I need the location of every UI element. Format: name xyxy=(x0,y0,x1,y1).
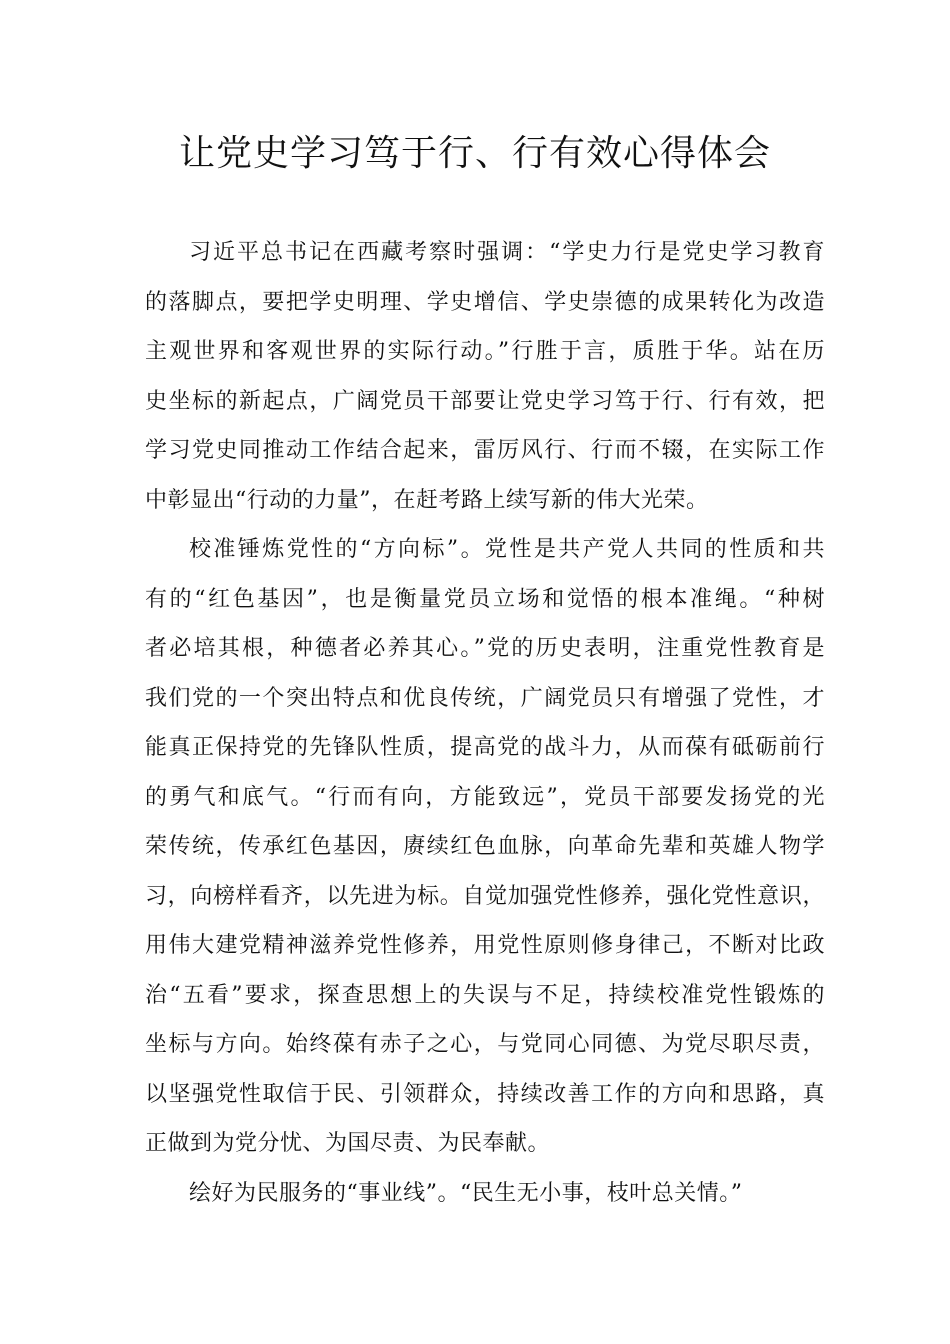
body-text-line: 史坐标的新起点，广阔党员干部要让党史学习笃于行、行有效，把 xyxy=(145,388,825,414)
body-text-line: 中彰显出“行动的力量”，在赶考路上续写新的伟大光荣。 xyxy=(145,487,709,513)
body-text-line: 的勇气和底气。“行而有向，方能致远”，党员干部要发扬党的光 xyxy=(145,784,825,810)
body-text-line: 绘好为民服务的“事业线”。“民生无小事，枝叶总关情。” xyxy=(189,1180,743,1206)
body-text-line: 我们党的一个突出特点和优良传统，广阔党员只有增强了党性，才 xyxy=(145,685,825,711)
document-title: 让党史学习笃于行、行有效心得体会 xyxy=(178,133,771,174)
body-text-line: 习近平总书记在西藏考察时强调：“学史力行是党史学习教育 xyxy=(189,240,825,265)
body-text-line: 坐标与方向。始终葆有赤子之心，与党同心同德、为党尽职尽责， xyxy=(145,1032,825,1057)
body-text-line: 正做到为党分忧、为国尽责、为民奉献。 xyxy=(145,1131,551,1156)
body-text-line: 有的“红色基因”，也是衡量党员立场和觉悟的根本准绳。“种树 xyxy=(145,586,825,612)
body-text-line: 以坚强党性取信于民、引领群众，持续改善工作的方向和思路，真 xyxy=(145,1081,825,1107)
body-text-line: 用伟大建党精神滋养党性修养，用党性原则修身律己，不断对比政 xyxy=(145,933,825,958)
body-text-line: 习，向榜样看齐，以先进为标。自觉加强党性修养，强化党性意识， xyxy=(145,883,825,909)
body-text-line: 能真正保持党的先锋队性质，提高党的战斗力，从而葆有砥砺前行 xyxy=(145,735,825,760)
document-body xyxy=(145,228,825,1218)
body-text-line: 荣传统，传承红色基因，赓续红色血脉，向革命先辈和英雄人物学 xyxy=(145,834,825,859)
body-text-line: 者必培其根，种德者必养其心。”党的历史表明，注重党性教育是 xyxy=(145,636,825,661)
body-text-line: 学习党史同推动工作结合起来，雷厉风行、行而不辍，在实际工作 xyxy=(145,438,825,463)
body-text-line: 的落脚点，要把学史明理、学史增信、学史崇德的成果转化为改造 xyxy=(145,289,825,315)
body-text-line: 校准锤炼党性的“方向标”。党性是共产党人共同的性质和共 xyxy=(189,537,825,562)
body-text-line: 治“五看”要求，探查思想上的失误与不足，持续校准党性锻炼的 xyxy=(145,982,825,1008)
body-text-line: 主观世界和客观世界的实际行动。”行胜于言，质胜于华。站在历 xyxy=(145,339,825,364)
